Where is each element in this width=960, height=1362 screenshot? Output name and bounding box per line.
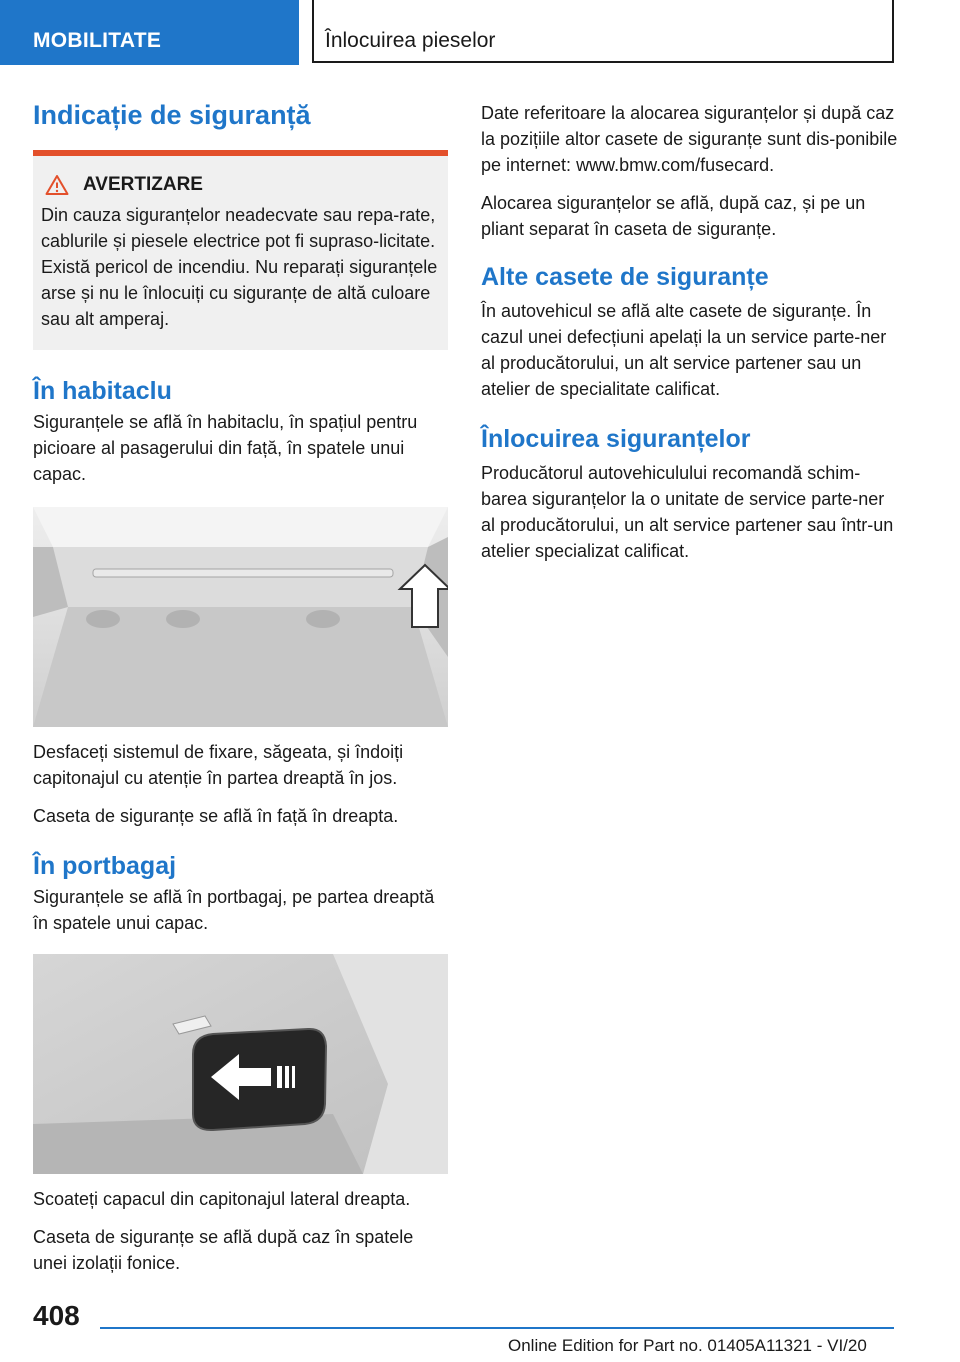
- chapter-tab: [312, 0, 894, 63]
- footwell-illustration: [33, 507, 448, 727]
- warning-label: AVERTIZARE: [83, 174, 203, 195]
- page-title: Indicație de siguranță: [33, 100, 311, 130]
- fusecard-intro: Date referitoare la alocarea siguranțelor și după caz la pozițiile altor casete de siguranțe sunt dis-ponibile pe internet: www.bmw.com/fusecard.: [481, 103, 898, 175]
- inlocuirea-heading: Înlocuirea siguranțelor: [481, 425, 751, 453]
- right-column: [481, 100, 901, 564]
- page-number: 408: [33, 1300, 80, 1331]
- portbagaj-text: Siguranțele se află în portbagaj, pe partea dreaptă în spatele unui capac.: [33, 887, 435, 933]
- section-tab: [0, 0, 299, 65]
- warning-text: Din cauza siguranțelor neadecvate sau repa-rate, cablurile și piesele electrice pot fi supraso-licitate. Există pericol de incendiu. Nu reparați siguranțele arse și nu le înlocuiți cu siguranțe de altă culoare sau alt amperaj.: [41, 205, 438, 329]
- habitaclu-step2: Caseta de siguranțe se află în față în dreapta.: [33, 806, 399, 826]
- footer-edition: Online Edition for Part no. 01405A11321 - VI/20: [508, 1336, 867, 1355]
- portbagaj-heading: În portbagaj: [33, 852, 177, 880]
- habitaclu-heading: În habitaclu: [33, 377, 172, 405]
- fusecard-leaflet: Alocarea siguranțelor se află, după caz, și pe un pliant separat în caseta de siguranțe.: [481, 193, 866, 239]
- alte-casete-heading: Alte casete de siguranțe: [481, 263, 769, 291]
- portbagaj-photo: [33, 954, 448, 1174]
- warning-box: [33, 150, 448, 350]
- warning-triangle-icon: [45, 174, 69, 196]
- habitaclu-text: Siguranțele se află în habitaclu, în spațiul pentru picioare al pasagerului din față, în spatele unui capac.: [33, 412, 418, 484]
- inlocuirea-text: Producătorul autovehiculului recomandă schim-barea siguranțelor la o unitate de service parte-ner al producătorului, un alt service partener sau într-un atelier specializat calificat.: [481, 463, 894, 561]
- portbagaj-step1: Scoateți capacul din capitonajul lateral dreapta.: [33, 1189, 411, 1209]
- alte-casete-text: În autovehicul se află alte casete de siguranțe. În cazul unei defecțiuni apelați la un service parte-ner al producătorului, un alt service partener sau un atelier de specialitate calificat.: [481, 301, 887, 399]
- chapter-title: Înlocuirea pieselor: [325, 29, 496, 52]
- footer-divider: [100, 1327, 894, 1329]
- habitaclu-step1: Desfaceți sistemul de fixare, săgeata, și îndoiți capitonajul cu atenție în partea dreaptă în jos.: [33, 742, 404, 788]
- trunk-illustration: [33, 954, 448, 1174]
- portbagaj-step2: Caseta de siguranțe se află după caz în spatele unei izolații fonice.: [33, 1227, 414, 1273]
- habitaclu-photo: [33, 507, 448, 727]
- section-title: MOBILITATE: [33, 29, 162, 52]
- left-column: [33, 100, 448, 1276]
